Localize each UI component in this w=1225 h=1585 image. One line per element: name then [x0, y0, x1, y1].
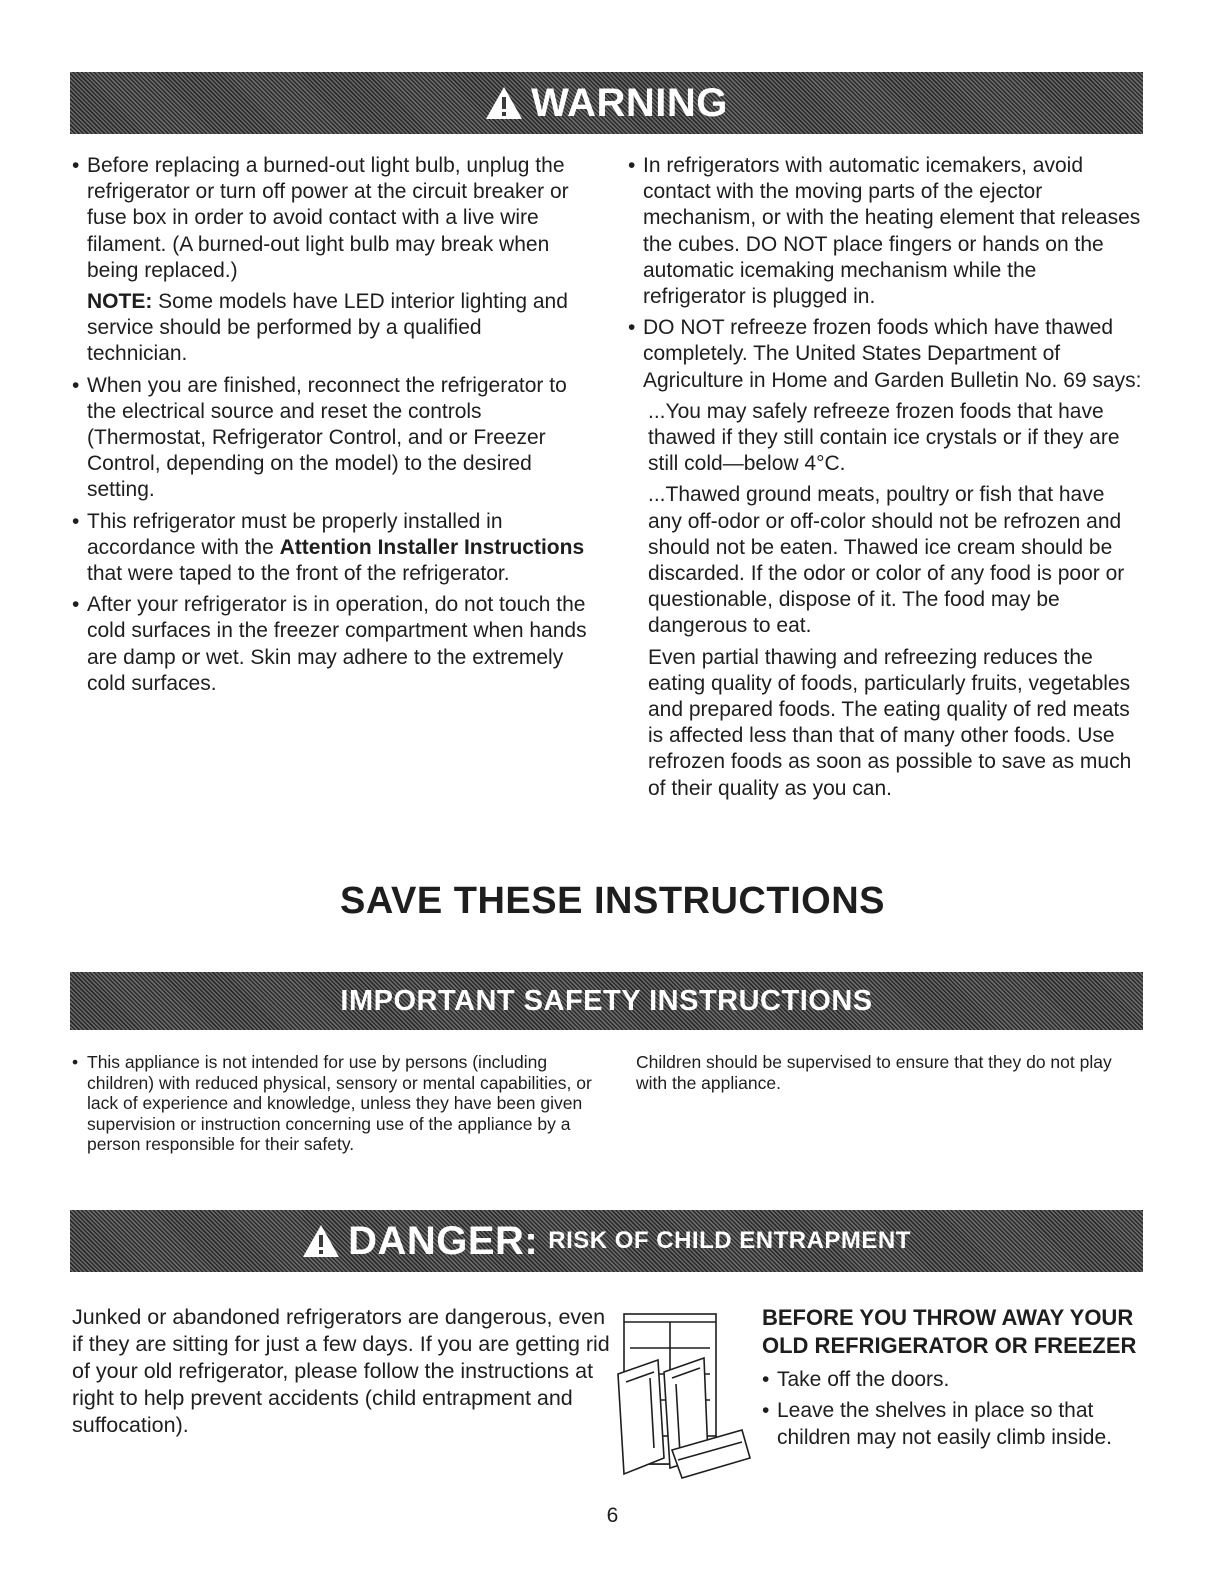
warning-bullet-icemaker: • In refrigerators with automatic icemakers, avoid contact with the moving parts of the ejector mechanism, or with the heating element that releases the cubes. DO NOT place fingers or hands on the automatic icemaking mechanism while the refrigerator is plugged in. — [628, 153, 1143, 310]
warning-triangle-icon — [485, 86, 523, 120]
warning-bullet-installation — [72, 509, 587, 588]
installation-text-pre: This refrigerator must be properly installed in accordance with the — [87, 509, 503, 559]
installation-text-bold: Attention Installer Instructions — [279, 535, 585, 559]
before-throw-away-heading: BEFORE YOU THROW AWAY YOUR OLD REFRIGERATOR OR FREEZER — [762, 1305, 1137, 1358]
refreeze-quote-1: ...You may safely refreeze frozen foods that have thawed if they still contain ice crystals or if they are still cold—below 4°C. — [648, 399, 1120, 476]
safety-bullet-capabilities: • This appliance is not intended for use by persons (including children) with reduced physical, sensory or mental capabilities, or lack of experience and knowledge, unless they have been given supervision or instruction concerning use of the appliance by a person responsible for their safety. — [72, 1052, 592, 1155]
warning-bullet-reconnect: • When you are finished, reconnect the refrigerator to the electrical source and reset the controls (Thermostat, Refrigerator Control, and or Freezer Control, depending on the model) to the desired setting. — [72, 373, 587, 504]
warning-right-column — [628, 153, 1143, 807]
save-instructions-title: SAVE THESE INSTRUCTIONS — [340, 880, 885, 922]
safety-children-supervision: Children should be supervised to ensure that they do not play with the appliance. — [636, 1052, 1112, 1093]
warning-bullet-refreeze: • DO NOT refreeze frozen foods which have thawed completely. The United States Department of Agriculture in Home and Garden Bulletin No. 69 says: — [628, 315, 1143, 394]
safety-left-column — [72, 1052, 592, 1155]
warning-note — [72, 289, 587, 368]
danger-description: Junked or abandoned refrigerators are dangerous, even if they are sitting for just a few days. If you are getting rid of your old refrigerator, please follow the instructions at right to help prevent accidents (child entrapment and suffocation). — [72, 1305, 610, 1437]
warning-triangle-icon — [302, 1224, 340, 1258]
warning-bullet-light-bulb: • Before replacing a burned-out light bulb, unplug the refrigerator or turn off power at the circuit breaker or fuse box in order to avoid contact with a live wire filament. (A burned-out light bulb may break when being replaced.) — [72, 153, 587, 284]
warning-banner — [70, 72, 1143, 134]
danger-banner — [70, 1210, 1143, 1272]
danger-bullet-shelves: • Leave the shelves in place so that children may not easily climb inside. — [762, 1397, 1152, 1451]
danger-subtitle: RISK OF CHILD ENTRAPMENT — [548, 1227, 911, 1254]
safety-banner — [70, 972, 1143, 1030]
warning-left-column — [72, 153, 587, 702]
refreeze-paragraph: Even partial thawing and refreezing reduces the eating quality of foods, particularly fruits, vegetables and prepared foods. The eating quality of red meats is affected less than that of many other foods. Use refrozen foods as soon as possible to save as much of their quality as you can. — [648, 645, 1132, 800]
danger-bullet-doors: • Take off the doors. — [762, 1366, 1152, 1393]
installation-text-post: that were taped to the front of the refrigerator. — [87, 562, 510, 586]
safety-title: IMPORTANT SAFETY INSTRUCTIONS — [340, 984, 873, 1017]
note-label: NOTE: — [87, 290, 153, 314]
refreeze-quote-2: ...Thawed ground meats, poultry or fish that have any off-odor or off-color should not be refrozen and should not be eaten. Thawed ice cream should be discarded. If the odor or color of any food is poor or questionable, dispose of it. The food may be dangerous to eat. — [648, 483, 1125, 638]
note-text: Some models have LED interior lighting and service should be performed by a qualified technician. — [87, 290, 568, 366]
warning-bullet-cold-surfaces: • After your refrigerator is in operation, do not touch the cold surfaces in the freezer compartment when hands are damp or wet. Skin may adhere to the extremely cold surfaces. — [72, 592, 587, 697]
danger-title: DANGER: — [348, 1218, 539, 1263]
danger-right-column — [762, 1304, 1152, 1455]
refrigerator-doors-removed-icon — [612, 1308, 752, 1480]
warning-title: WARNING — [531, 80, 728, 125]
page-number: 6 — [606, 1504, 619, 1527]
danger-left-column — [72, 1304, 617, 1439]
safety-right-column — [636, 1052, 1146, 1093]
